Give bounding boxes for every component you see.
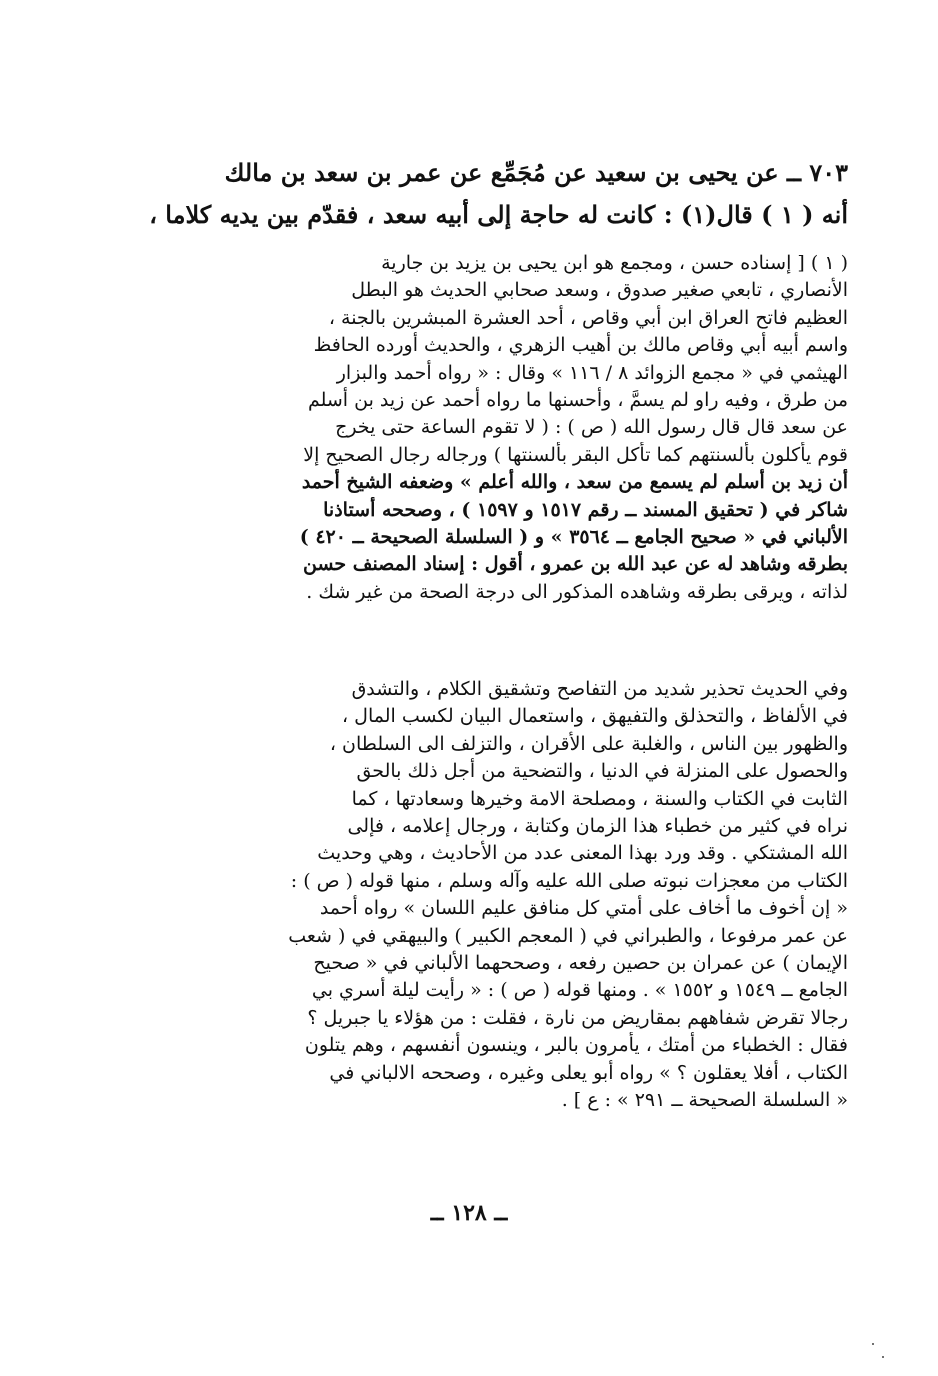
footnote-line: الألباني في « صحيح الجامع ــ ٣٥٦٤ » و ( السلسلة الصحيحة ــ ٤٢٠ ) xyxy=(299,526,848,549)
hadith-text xyxy=(96,152,848,236)
commentary-line: الله المشتكي . وقد ورد بهذا المعنى عدد من الأحاديث ، وهي وحديث xyxy=(317,842,848,865)
footnote-line: الهيثمي في « مجمع الزوائد ٨ / ١١٦ » وقال : « رواه أحمد والبزار xyxy=(336,361,848,384)
commentary-line: والحصول على المنزلة في الدنيا ، والتضحية من أجل ذلك بالحق xyxy=(356,760,848,783)
footnote-line: أن زيد بن أسلم لم يسمع من سعد ، والله أعلم » وضعفه الشيخ أحمد xyxy=(301,471,848,494)
footnote-block xyxy=(96,250,848,606)
footnote-line: العظيم فاتح العراق ابن أبي وقاص ، أحد العشرة المبشرين بالجنة ، xyxy=(328,306,848,329)
footnote-line: شاكر في ( تحقيق المسند ــ رقم ١٥١٧ و ١٥٩٧ ) ، وصححه أستاذنا xyxy=(323,498,848,521)
footnote-line: من طرق ، وفيه راو لم يسمَّ ، وأحسنها ما رواه أحمد عن زيد بن أسلم xyxy=(307,389,848,412)
commentary-line: الإيمان ) عن عمران بن حصين رفعه ، وصححهما الألباني في « صحيح xyxy=(313,952,848,975)
commentary-line: الثابت في الكتاب والسنة ، ومصلحة الامة وخيرها وسعادتها ، كما xyxy=(351,787,848,810)
commentary-line: في الألفاظ ، والتحذلق والتفيهق ، واستعمال البيان لكسب المال ، xyxy=(341,705,848,728)
commentary-line: نراه في كثير من خطباء هذا الزمان وكتابة ، ورجال إعلامه ، فإلى xyxy=(347,815,848,838)
scan-speck xyxy=(872,1343,874,1345)
footnote-line: عن سعد قال قال رسول الله ( ص ) : ( لا تقوم الساعة حتى يخرج xyxy=(335,416,848,439)
commentary-line: والظهور بين الناس ، والغلبة على الأقران ، والتزلف الى السلطان ، xyxy=(329,732,848,755)
footnote-line: قوم يأكلون بألسنتهم كما تأكل البقر بألسنتها ) ورجاله رجال الصحيح إلا xyxy=(303,443,848,466)
commentary-line: عن عمر مرفوعا ، والطبراني في ( المعجم الكبير ) والبيهقي في ( شعب xyxy=(288,924,848,947)
footnote-line: لذاته ، ويرقى بطرقه وشاهده المذكور الى درجة الصحة من غير شك . xyxy=(306,580,848,603)
page-number: ــ ١٢٨ ــ xyxy=(430,1200,508,1226)
footnote-line: الأنصاري ، تابعي صغير صدوق ، وسعد صحابي الحديث هو البطل xyxy=(351,279,848,302)
commentary-line: « السلسلة الصحيحة ــ ٢٩١ » : ع ] . xyxy=(561,1089,848,1112)
commentary-line: « إن أخوف ما أخاف على أمتي كل منافق عليم اللسان » رواه أحمد xyxy=(319,897,848,920)
footnote-line: ( ١ ) [ إسناده حسن ، ومجمع هو ابن يحيى بن يزيد بن جارية xyxy=(381,252,848,274)
commentary-line: الجامع ــ ١٥٤٩ و ١٥٥٢ » . ومنها قوله ( ص ) : « رأيت ليلة أسري بي xyxy=(311,979,848,1002)
hadith-line: أنه ( ١ ) قال(١) : كانت له حاجة إلى أبيه سعد ، فقدّم بين يديه كلاما ، xyxy=(149,200,848,229)
commentary-line: وفي الحديث تحذير شديد من التفاصح وتشقيق الكلام ، والتشدق xyxy=(351,678,848,700)
commentary-line: الكتاب من معجزات نبوته صلى الله عليه وآله وسلم ، منها قوله ( ص ) : xyxy=(290,869,848,892)
footnote-line: بطرقه وشاهد له عن عبد الله بن عمرو ، أقول : إسناد المصنف حسن xyxy=(303,553,848,576)
footnote-line: واسم أبيه أبي وقاص مالك بن أهيب الزهري ، والحديث أورده الحافظ xyxy=(313,334,848,357)
commentary-line: الكتاب ، أفلا يعقلون ؟ » رواه أبو يعلى وغيره ، وصححه الالباني في xyxy=(329,1061,848,1084)
scan-speck xyxy=(882,1356,884,1358)
commentary-block xyxy=(96,676,848,1115)
commentary-line: رجالا تقرض شفاههم بمقاريض من نارة ، فقلت : من هؤلاء يا جبريل ؟ xyxy=(307,1006,848,1029)
commentary-line: فقال : الخطباء من أمتك ، يأمرون بالبر ، وينسون أنفسهم ، وهم يتلون xyxy=(304,1034,848,1057)
hadith-line: ٧٠٣ ــ عن يحيى بن سعيد عن مُجَمِّع عن عمر بن سعد بن مالك xyxy=(224,158,848,187)
